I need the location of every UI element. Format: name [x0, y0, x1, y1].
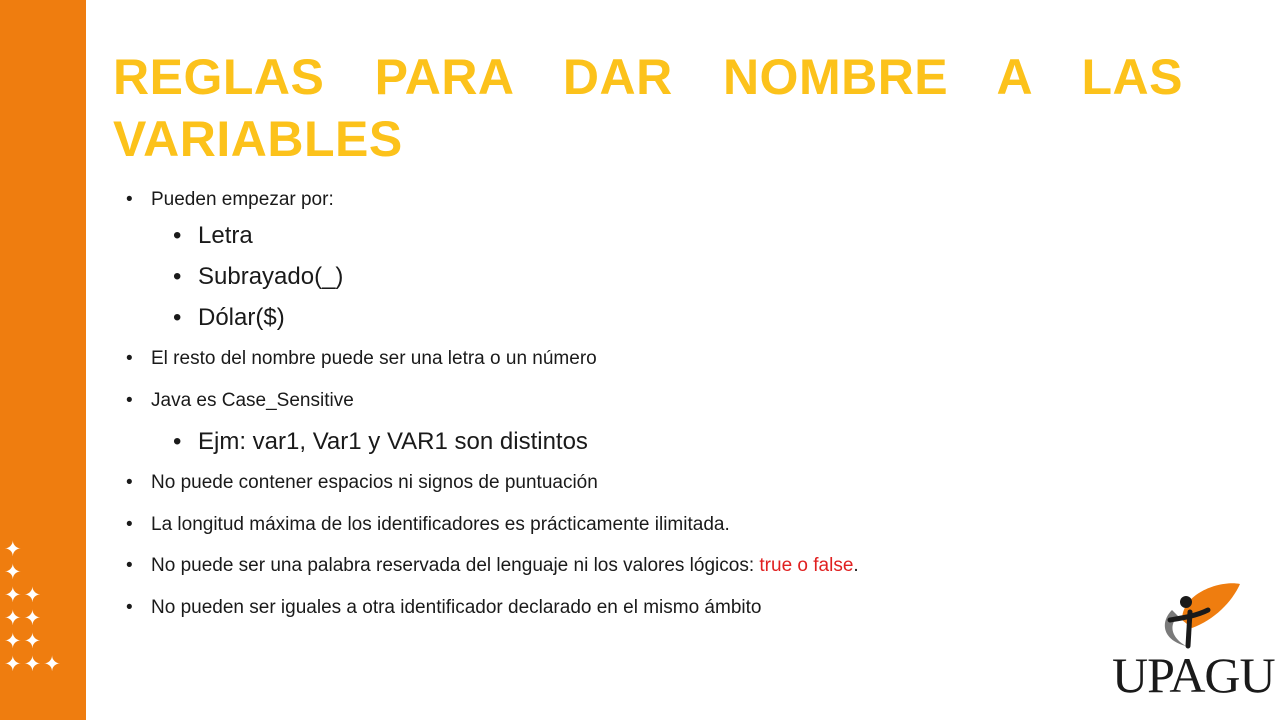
highlighted-text: true o false — [759, 555, 854, 576]
list-item: • Ejm: var1, Var1 y VAR1 son distintos — [126, 426, 1136, 467]
bullet-icon: • — [126, 472, 133, 493]
bullet-icon: • — [126, 513, 133, 535]
list-item: • No pueden ser iguales a otra identificador declarado en el mismo ámbito — [126, 592, 1136, 634]
list-item: • El resto del nombre puede ser una letra o un número — [126, 343, 1136, 385]
bullet-icon: • — [126, 555, 133, 576]
list-item: • La longitud máxima de los identificadores es prácticamente ilimitada. — [126, 509, 1136, 551]
list-item: • Pueden empezar por: — [126, 184, 1136, 220]
list-item: • Dólar($) — [126, 302, 1136, 343]
list-item: • Java es Case_Sensitive — [126, 385, 1136, 427]
sparkle-decoration-icon: ✦ ✦ ✦✦ ✦✦ ✦✦ ✦✦✦ — [4, 538, 63, 676]
upagu-emblem-icon — [1152, 580, 1242, 650]
bullet-icon: • — [173, 263, 182, 290]
bullet-icon: • — [126, 596, 133, 618]
bullet-icon: • — [173, 428, 182, 455]
list-item: • No puede contener espacios ni signos de puntuación — [126, 467, 1136, 509]
list-item: • No puede ser una palabra reservada del lenguaje ni los valores lógicos: true o false. — [126, 550, 1136, 592]
upagu-logo — [1112, 580, 1275, 710]
bullet-icon: • — [126, 389, 133, 411]
bullet-list — [126, 184, 1136, 633]
logo-text: UPAGU — [1112, 647, 1275, 703]
bullet-icon: • — [173, 222, 182, 249]
bullet-icon: • — [126, 189, 133, 210]
slide-title: REGLAS PARA DAR NOMBRE A LAS VARIABLES — [113, 49, 1183, 167]
bullet-icon: • — [173, 304, 182, 331]
bullet-icon: • — [126, 348, 133, 369]
list-item: • Letra — [126, 220, 1136, 261]
list-item: • Subrayado(_) — [126, 261, 1136, 302]
